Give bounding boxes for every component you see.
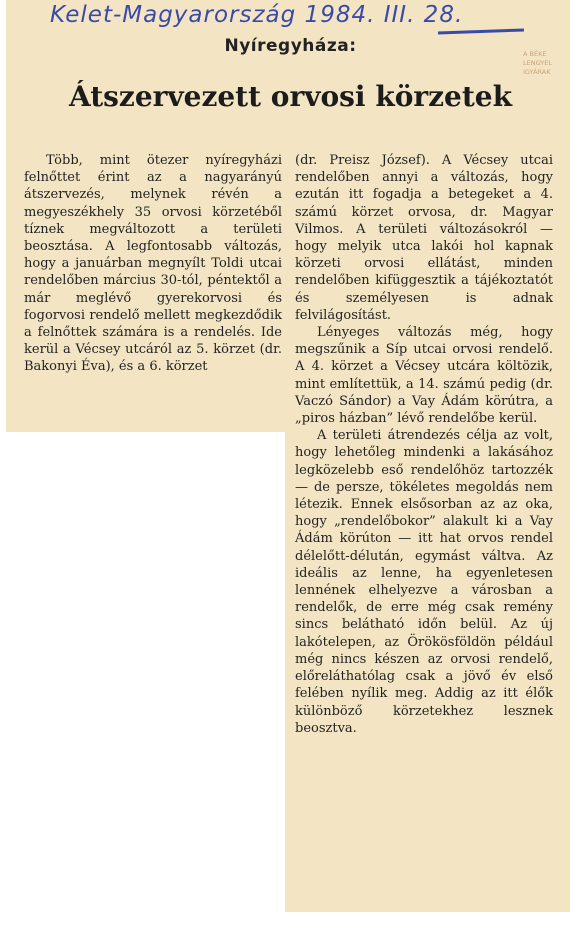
adjacent-article-fragment: A BÉKE LENGYEL IGYÁRAK xyxy=(523,50,553,76)
paragraph: Több, mint ötezer nyíregyházi felnőttet érint az a nagyarányú átszervezés, melynek révén a megyeszékhely 35 orvosi körzetéből tíznek megváltozott a területi beosztása. A legfontosabb változás, hogy a januárban megnyílt Toldi utcai rendelőben március 30-tól, péntektől a már meglévő gyerekorvosi és fogorvosi rendelő mellett megkezdődik a felnőttek számára is a rendelés. Ide kerül a Vécsey utcáról az 5. körzet (dr. Bakonyi Éva), és a 6. körzet xyxy=(24,153,282,375)
handwritten-source-note: Kelet-Magyarország 1984. III. 28. xyxy=(50,2,464,28)
paragraph: Lényeges változás még, hogy megszűnik a Síp utcai orvosi rendelő. A 4. körzet a Vécsey utcára költözik, mint említettük, a 14. számú pedig (dr. Vaczó Sándor) a Vay Ádám körútra, a „piros házban” lévő rendelőbe kerül. xyxy=(295,325,553,427)
article-headline: Átszervezett orvosi körzetek xyxy=(68,80,513,113)
paragraph: (dr. Preisz József). A Vécsey utcai rendelőben annyi a változás, hogy ezután itt fogadja a betegeket a 4. számú körzet orvosa, dr. Magyar Vilmos. A területi változásokról — hogy melyik utca lakói hol kapnak körzeti orvosi ellátást, minden rendelőben kifüggesztik a tájékoztatót és személyesen is adnak felvilágosítást. xyxy=(295,153,553,323)
paragraph: A területi átrendezés célja az volt, hogy lehetőleg mindenki a lakásához legközelebb eső rendelőhöz tartozzék — de persze, tökéletes megoldás nem létezik. Ennek elsősorban az az oka, hogy „rendelőbokor” alakult ki a Vay Ádám körúton — itt hat orvos rendel délelőtt-délután, egymást váltva. Az ideális az lenne, ha egyenletesen lennének elhelyezve a városban a rendelők, de erre még csak remény sincs belátható időn belül. Az új lakótelepen, az Örökösföldön például még nincs készen az orvosi rendelő, előreláthatólag csak a jövő év első felében nyílik meg. Addig az itt élők különböző körzetekhez lesznek beosztva. xyxy=(295,428,553,736)
article-column-2 xyxy=(295,152,553,737)
article-column-1 xyxy=(24,152,282,376)
city-kicker: Nyíregyháza: xyxy=(224,36,357,56)
